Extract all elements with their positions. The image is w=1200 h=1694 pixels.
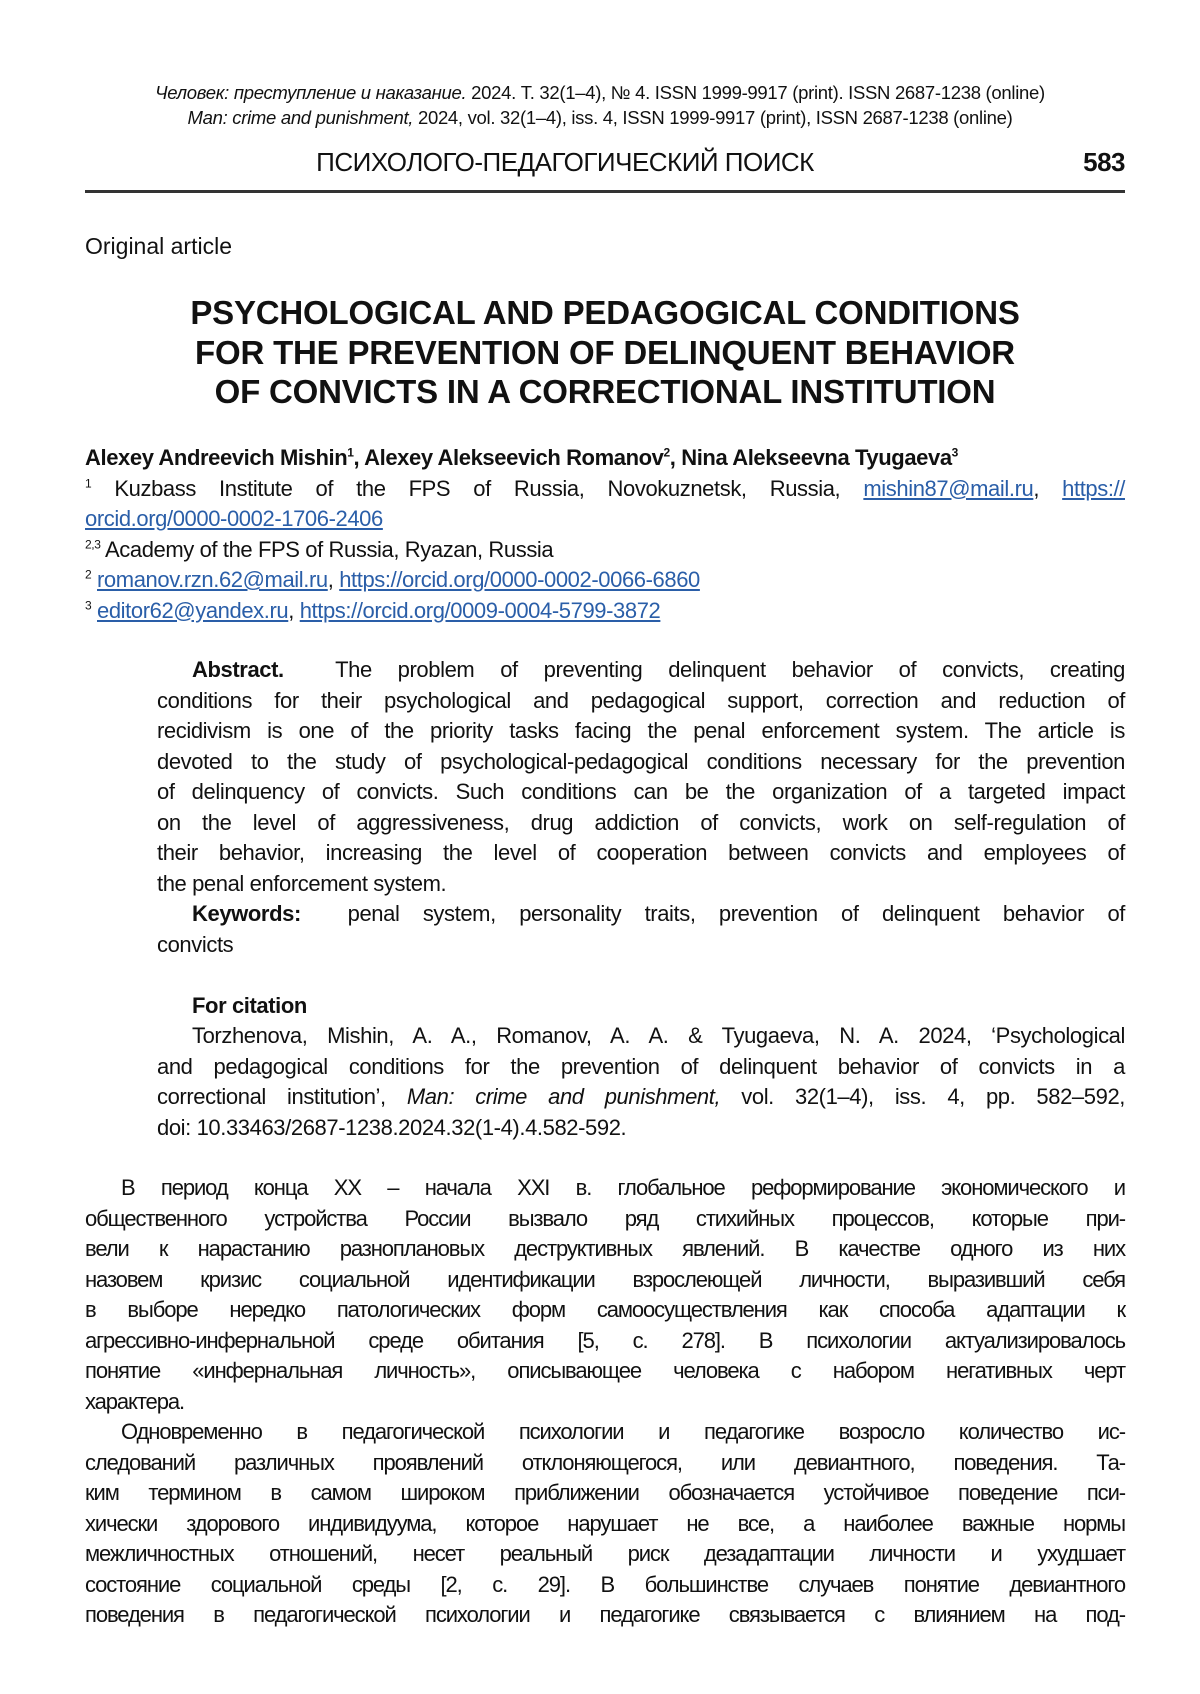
keywords-label: Keywords: bbox=[192, 901, 301, 926]
authors-block bbox=[85, 443, 1125, 626]
keywords-line: convicts bbox=[157, 930, 1125, 961]
aff-sup: 2 bbox=[85, 568, 91, 582]
citation-doi: doi: 10.33463/2687-1238.2024.32(1-4).4.582-592. bbox=[157, 1113, 1125, 1144]
spacer bbox=[157, 960, 1125, 991]
citation-line: and pedagogical conditions for the prevention of delinquent behavior of convicts in a bbox=[157, 1052, 1125, 1083]
title-line: OF CONVICTS IN A CORRECTIONAL INSTITUTION bbox=[85, 372, 1125, 412]
body-line: В период конца XX – начала XXI в. глобальное реформирование экономического и bbox=[85, 1173, 1125, 1204]
abstract-block bbox=[157, 655, 1125, 1143]
body-line: следований различных проявлений отклоняющегося, или девиантного, поведения. Та- bbox=[85, 1448, 1125, 1479]
body-line: понятие «инфернальная личность», описывающее человека с набором негативных черт bbox=[85, 1356, 1125, 1387]
abstract-line: of delinquency of convicts. Such conditions can be the organization of a targeted impact bbox=[157, 777, 1125, 808]
journal-header-en bbox=[0, 106, 1200, 130]
body-line: ким термином в самом широком приближении обозначается устойчивое поведение пси- bbox=[85, 1478, 1125, 1509]
orcid-link[interactable]: orcid.org/0000-0002-1706-2406 bbox=[85, 506, 383, 531]
citation-line: Torzhenova, Mishin, A. A., Romanov, A. A. & Tyugaeva, N. A. 2024, ‘Psychological bbox=[157, 1021, 1125, 1052]
affiliation-1: 1 Kuzbass Institute of the FPS of Russia, Novokuznetsk, Russia, mishin87@mail.ru, https:// bbox=[85, 474, 1125, 505]
affiliation-2-3 bbox=[85, 535, 1125, 566]
abstract-line: recidivism is one of the priority tasks facing the penal enforcement system. The article is bbox=[157, 716, 1125, 747]
author-name: Alexey Alekseevich Romanov bbox=[364, 445, 663, 470]
author-name: Nina Alekseevna Tyugaeva bbox=[681, 445, 951, 470]
title-line: FOR THE PREVENTION OF DELINQUENT BEHAVIOR bbox=[85, 333, 1125, 373]
email-link[interactable]: romanov.rzn.62@mail.ru bbox=[97, 567, 328, 592]
citation-text: correctional institution’, bbox=[157, 1084, 407, 1109]
aff-sup: 3 bbox=[85, 598, 91, 612]
abstract-text: The problem of preventing delinquent behavior of convicts, creating bbox=[284, 657, 1125, 682]
body-line: вели к нарастанию разноплановых деструктивных явлений. В качестве одного из них bbox=[85, 1234, 1125, 1265]
body-line: поведения в педагогической психологии и педагогике связывается с влиянием на под- bbox=[85, 1600, 1125, 1631]
author-list: Alexey Andreevich Mishin1, Alexey Alekseevich Romanov2, Nina Alekseevna Tyugaeva3 bbox=[85, 443, 1125, 474]
citation-journal: Man: crime and punishment, bbox=[407, 1084, 720, 1109]
body-text bbox=[85, 1173, 1125, 1631]
body-line: назовем кризис социальной идентификации взрослеющей личности, выразивший себя bbox=[85, 1265, 1125, 1296]
body-line: агрессивно-инфернальной среде обитания [5, с. 278]. В психологии актуализировалось bbox=[85, 1326, 1125, 1357]
keywords-line bbox=[157, 899, 1125, 930]
journal-name-en: Man: crime and punishment, bbox=[188, 107, 414, 128]
abstract-label: Abstract. bbox=[192, 657, 284, 682]
abstract-line: on the level of aggressiveness, drug addiction of convicts, work on self-regulation of bbox=[157, 808, 1125, 839]
orcid-link[interactable]: https://orcid.org/0009-0004-5799-3872 bbox=[300, 598, 661, 623]
keywords-text: penal system, personality traits, prevention of delinquent behavior of bbox=[301, 901, 1125, 926]
abstract-line bbox=[157, 655, 1125, 686]
body-line: хически здорового индивидуума, которое нарушает не все, а наиболее важные нормы bbox=[85, 1509, 1125, 1540]
journal-issue-en: 2024, vol. 32(1–4), iss. 4, ISSN 1999-9917 (print), ISSN 2687-1238 (online) bbox=[413, 107, 1012, 128]
journal-header-ru bbox=[0, 81, 1200, 105]
journal-issue-ru: 2024. Т. 32(1–4), № 4. ISSN 1999-9917 (print). ISSN 2687-1238 (online) bbox=[466, 82, 1045, 103]
email-link[interactable]: editor62@yandex.ru bbox=[97, 598, 288, 623]
section-title: ПСИХОЛОГО-ПЕДАГОГИЧЕСКИЙ ПОИСК bbox=[85, 146, 1045, 178]
body-line: межличностных отношений, несет реальный риск дезадаптации личности и ухудшает bbox=[85, 1539, 1125, 1570]
aff-sup: 1 bbox=[85, 476, 91, 490]
contact-2: 2 romanov.rzn.62@mail.ru, https://orcid.org/0000-0002-0066-6860 bbox=[85, 565, 1125, 596]
title-line: PSYCHOLOGICAL AND PEDAGOGICAL CONDITIONS bbox=[85, 293, 1125, 333]
journal-name-ru: Человек: преступление и наказание. bbox=[155, 82, 466, 103]
abstract-line: conditions for their psychological and pedagogical support, correction and reduction of bbox=[157, 686, 1125, 717]
citation-line bbox=[157, 1082, 1125, 1113]
citation-text: vol. 32(1–4), iss. 4, pp. 582–592, bbox=[720, 1084, 1125, 1109]
orcid-link[interactable]: https:// bbox=[1062, 476, 1125, 501]
author-sup: 2 bbox=[664, 446, 670, 460]
author-name: Alexey Andreevich Mishin bbox=[85, 445, 347, 470]
aff-text: Kuzbass Institute of the FPS of Russia, Novokuznetsk, Russia, bbox=[91, 476, 863, 501]
abstract-line: their behavior, increasing the level of cooperation between convicts and employees of bbox=[157, 838, 1125, 869]
header-rule bbox=[85, 190, 1125, 193]
body-line: Одновременно в педагогической психологии и педагогике возросло количество ис- bbox=[85, 1417, 1125, 1448]
email-link[interactable]: mishin87@mail.ru bbox=[863, 476, 1033, 501]
body-line: общественного устройства России вызвало ряд стихийных процессов, которые при- bbox=[85, 1204, 1125, 1235]
article-type: Original article bbox=[85, 231, 232, 261]
abstract-line: the penal enforcement system. bbox=[157, 869, 1125, 900]
author-sup: 3 bbox=[952, 446, 958, 460]
page-number: 583 bbox=[1083, 146, 1125, 178]
aff-text: Academy of the FPS of Russia, Ryazan, Russia bbox=[100, 537, 553, 562]
orcid-link[interactable]: https://orcid.org/0000-0002-0066-6860 bbox=[339, 567, 700, 592]
abstract-line: devoted to the study of psychological-pedagogical conditions necessary for the prevention bbox=[157, 747, 1125, 778]
citation-label: For citation bbox=[157, 991, 1125, 1022]
body-line: в выборе нередко патологических форм самоосуществления как способа адаптации к bbox=[85, 1295, 1125, 1326]
contact-3: 3 editor62@yandex.ru, https://orcid.org/0009-0004-5799-3872 bbox=[85, 596, 1125, 627]
article-title bbox=[85, 293, 1125, 412]
author-sup: 1 bbox=[347, 446, 353, 460]
body-line: характера. bbox=[85, 1387, 1125, 1418]
body-line: состояние социальной среды [2, с. 29]. В большинстве случаев понятие девиантного bbox=[85, 1570, 1125, 1601]
aff-sup: 2,3 bbox=[85, 537, 100, 551]
affiliation-1-cont bbox=[85, 504, 1125, 535]
